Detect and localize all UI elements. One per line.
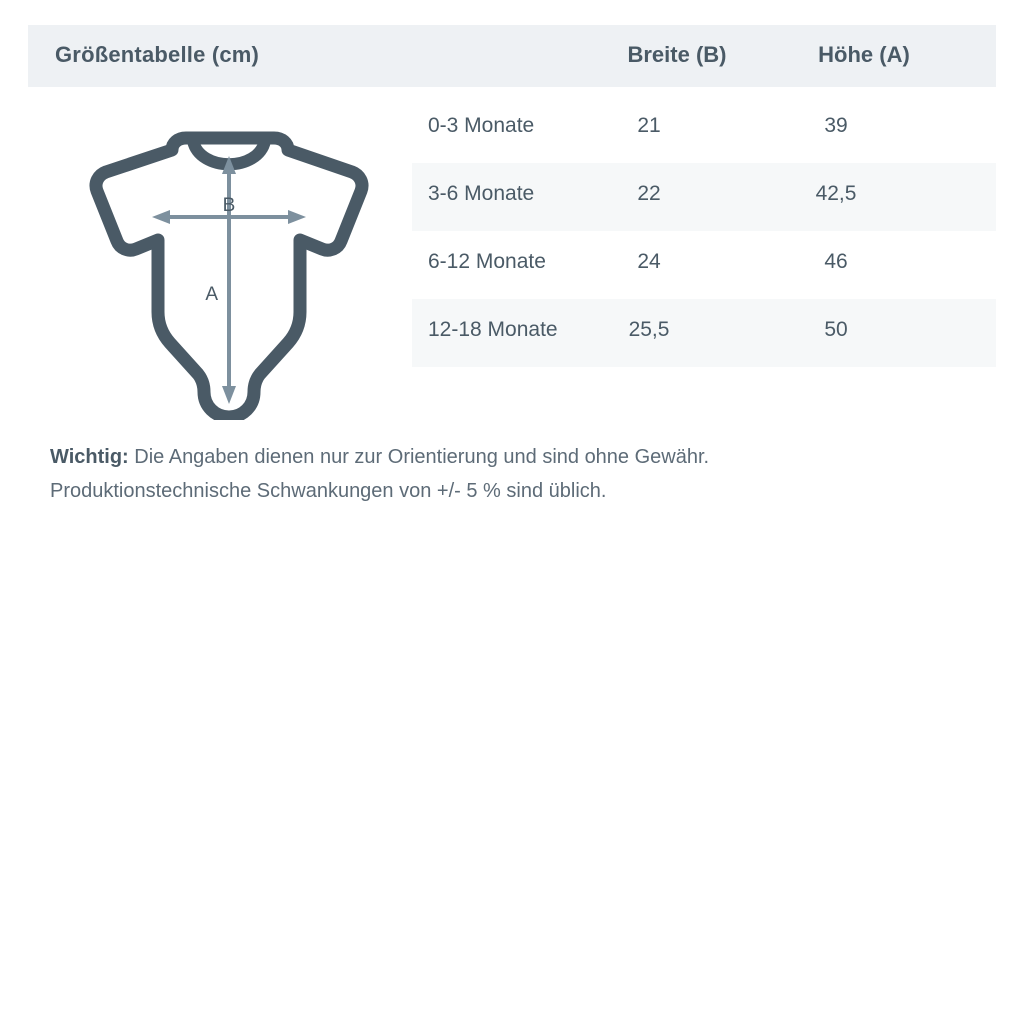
column-header-width: Breite (B): [627, 42, 727, 67]
cell-height: 39: [824, 114, 848, 137]
table-row: [412, 231, 996, 299]
page-title: Größentabelle (cm): [55, 42, 260, 67]
table-row: [412, 299, 996, 367]
disclaimer-line-1: Die Angaben dienen nur zur Orientierung und sind ohne Gewähr.: [128, 446, 710, 468]
illustration-label-width: B: [222, 195, 236, 216]
cell-width: 22: [637, 182, 661, 205]
disclaimer-lead: Wichtig:: [50, 446, 129, 468]
cell-size: 6-12 Monate: [428, 250, 546, 273]
cell-size: 0-3 Monate: [428, 114, 535, 137]
table-row: [412, 95, 996, 163]
cell-width: 21: [637, 114, 661, 137]
cell-height: 46: [824, 250, 848, 273]
cell-size: 3-6 Monate: [428, 182, 535, 205]
cell-size: 12-18 Monate: [428, 318, 558, 341]
illustration-label-height: A: [205, 284, 218, 305]
disclaimer-line-2: Produktionstechnische Schwankungen von +/- 5 % sind üblich.: [50, 480, 607, 502]
table-header: [28, 25, 996, 87]
cell-width: 24: [637, 250, 661, 273]
table-row: [412, 163, 996, 231]
column-header-height: Höhe (A): [818, 42, 910, 67]
size-table: [412, 95, 996, 367]
disclaimer-note: [50, 440, 980, 508]
baby-bodysuit-icon: [60, 110, 400, 420]
cell-height: 50: [824, 318, 848, 341]
cell-height: 42,5: [815, 182, 857, 205]
cell-width: 25,5: [628, 318, 670, 341]
